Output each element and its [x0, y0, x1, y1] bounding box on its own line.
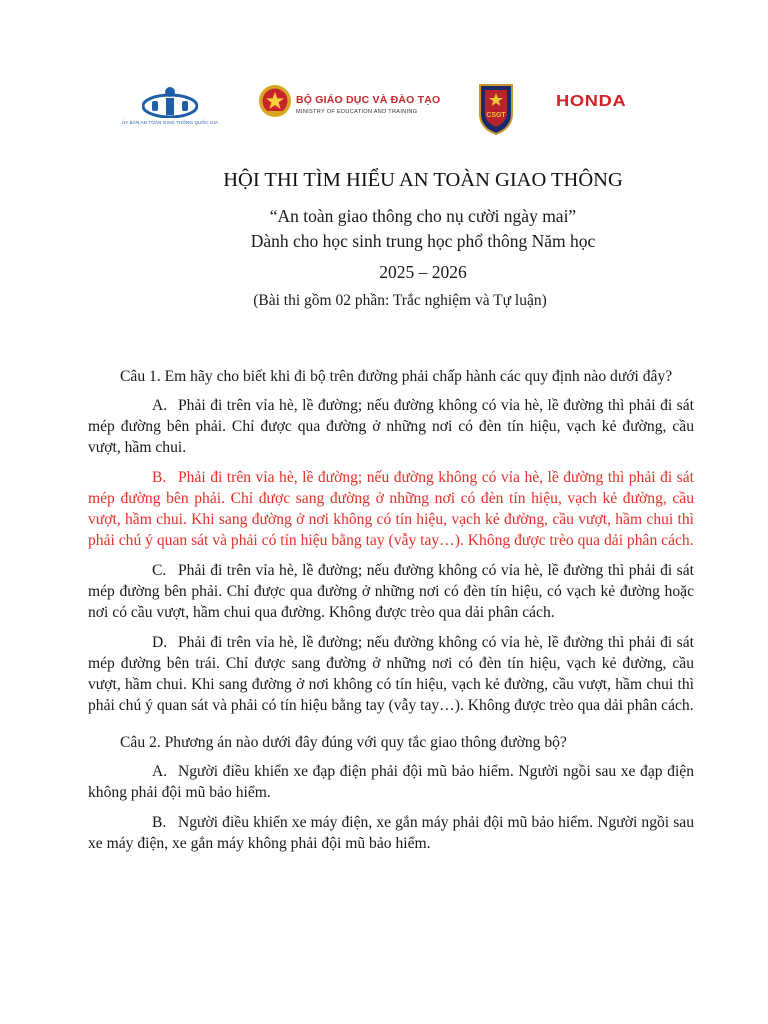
contest-audience: Dành cho học sinh trung học phổ thông Năm học	[250, 231, 596, 251]
moet-subtitle: MINISTRY OF EDUCATION AND TRAINING	[296, 109, 418, 115]
contest-slogan: “An toàn giao thông cho nụ cười ngày mai”	[269, 206, 577, 226]
contest-title: HỘI THI TÌM HIỂU AN TOÀN GIAO THÔNG	[223, 169, 623, 191]
ubatgt-emblem-icon	[142, 86, 198, 118]
question-1: Câu 1. Em hãy cho biết khi đi bộ trên đường phải chấp hành các quy định nào dưới đây?	[120, 368, 673, 385]
exam-note: (Bài thi gồm 02 phần: Trắc nghiệm và Tự luận)	[253, 292, 547, 309]
honda-logo: HONDA	[556, 93, 627, 110]
question-1-option-b-correct	[88, 467, 694, 551]
option-letter: B.	[152, 814, 167, 831]
option-text: Người điều khiển xe máy điện, xe gắn máy phải đội mũ bảo hiểm. Người ngồi sau xe máy điện, xe gắn máy không phải đội mũ bảo hiểm.	[88, 814, 694, 852]
option-text: Phải đi trên vỉa hè, lề đường; nếu đường không có vỉa hè, lề đường thì phải đi sát mép đường bên phải. Chỉ được sang đường ở những nơi có đèn tín hiệu, vạch kẻ đường, cầu vượt, hầm chui. Khi sang đường ở nơi không có tín hiệu, vạch kẻ đường, cầu vượt, hầm chui thì phải chú ý quan sát và phải có tín hiệu bằng tay (vẫy tay…). Không được trèo qua dải phân cách.	[88, 469, 694, 549]
moet-logo	[258, 84, 441, 124]
option-text: Phải đi trên vỉa hè, lề đường; nếu đường không có vỉa hè, lề đường thì phải đi sát mép đường bên trái. Chỉ được sang đường ở những nơi có đèn tín hiệu, vạch kẻ đường, cầu vượt, hầm chui. Khi sang đường ở nơi không có tín hiệu, vạch kẻ đường, cầu vượt, hầm chui thì phải chú ý quan sát và phải có tín hiệu bằng tay (vẫy tay…). Không được trèo qua dải phân cách.	[88, 634, 694, 714]
option-letter: A.	[152, 763, 168, 780]
moet-title: BỘ GIÁO DỤC VÀ ĐÀO TẠO	[296, 94, 441, 106]
question-2-option-a	[88, 761, 694, 803]
school-year: 2025 – 2026	[379, 262, 467, 282]
question-1-option-d	[88, 632, 694, 716]
question-1-option-a	[88, 395, 694, 458]
national-emblem-icon	[258, 84, 292, 118]
csgt-label: CSGT	[486, 112, 506, 119]
option-text: Phải đi trên vỉa hè, lề đường; nếu đường không có vỉa hè, lề đường thì phải đi sát mép đường bên phải. Chỉ được qua đường ở những nơi có đèn tín hiệu, có vạch kẻ đường hoặc nơi có cầu vượt, hầm chui qua đường. Không được trèo qua dải phân cách.	[88, 562, 694, 621]
option-letter: D.	[152, 634, 168, 651]
question-2-option-b	[88, 812, 694, 854]
option-letter: B.	[152, 469, 167, 486]
traffic-police-shield-icon	[476, 82, 516, 136]
option-text: Phải đi trên vỉa hè, lề đường; nếu đường không có vỉa hè, lề đường thì phải đi sát mép đường bên phải. Chỉ được qua đường ở những nơi có đèn tín hiệu, vạch kẻ đường, cầu vượt, hầm chui.	[88, 397, 694, 456]
option-letter: A.	[152, 397, 168, 414]
csgt-logo	[476, 82, 516, 136]
option-letter: C.	[152, 562, 167, 579]
ubatgt-logo	[120, 86, 220, 132]
logo-row	[0, 78, 768, 138]
question-2: Câu 2. Phương án nào dưới đây đúng với quy tắc giao thông đường bộ?	[120, 734, 567, 751]
question-1-option-c	[88, 560, 694, 623]
exam-content	[88, 366, 694, 863]
ubatgt-caption: ỦY BAN AN TOÀN GIAO THÔNG QUỐC GIA	[121, 120, 219, 125]
option-text: Người điều khiển xe đạp điện phải đội mũ bảo hiểm. Người ngồi sau xe đạp điện không phải đội mũ bảo hiểm.	[88, 763, 694, 801]
